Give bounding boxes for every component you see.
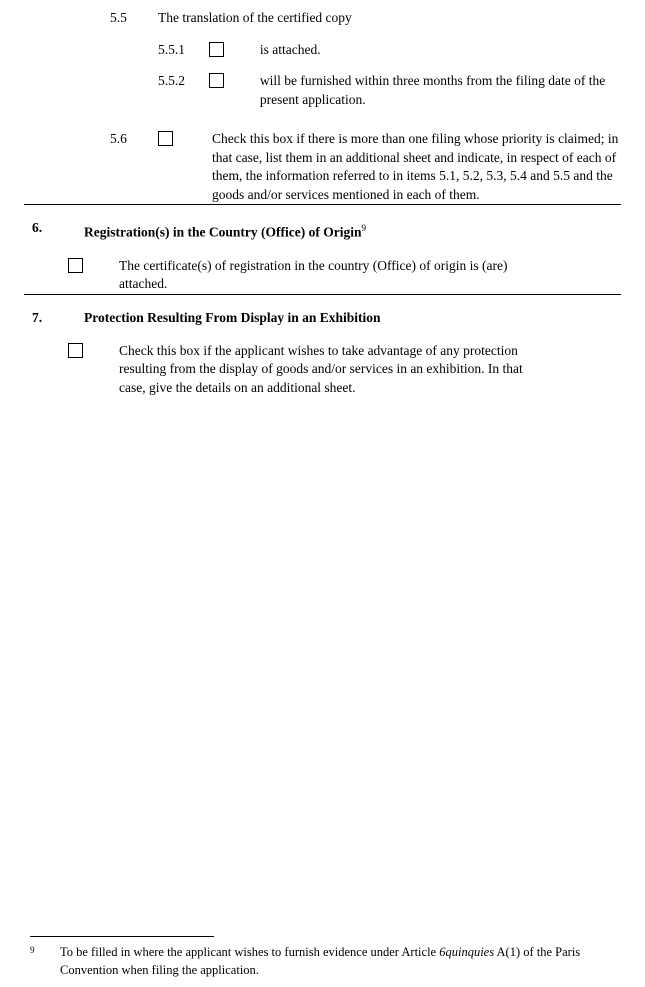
item-5-6-text: Check this box if there is more than one filing whose priority is claimed; in that case, list them in an additional sheet and indicate, in respect of each of them, the information referred to in items 5.1, 5.2, 5.3, 5.4 and 5.5 and the goods and/or services mentioned in each of them. xyxy=(212,131,619,202)
footnote-area xyxy=(24,936,624,979)
footnote-rule xyxy=(30,936,214,937)
item-5-5-2 xyxy=(24,72,621,109)
section-6-heading xyxy=(24,219,621,242)
checkbox-5-5-2[interactable] xyxy=(209,73,224,88)
checkbox-section-7[interactable] xyxy=(68,343,83,358)
section-7-heading xyxy=(24,309,621,327)
footnote-text-after: A(1) of the Paris Convention when filing the application. xyxy=(60,945,581,977)
section-divider-1 xyxy=(24,204,621,205)
footnote-text-italic: 6quinquies xyxy=(439,945,495,959)
section-6-checkbox-text: The certificate(s) of registration in the country (Office) of origin is (are) attached. xyxy=(119,257,508,291)
document-page xyxy=(0,9,645,987)
section-7-checkbox-text: Check this box if the applicant wishes to take advantage of any protection resulting from the display of goods and/or services in an exhibition. In that case, give the details on an additional sheet. xyxy=(119,342,523,395)
item-5-5-number: 5.5 xyxy=(110,10,127,25)
section-divider-2 xyxy=(24,294,621,295)
section-6-title: Registration(s) in the Country (Office) of Origin xyxy=(84,224,362,240)
checkbox-section-6[interactable] xyxy=(68,258,83,273)
section-7-title: Protection Resulting From Display in an Exhibition xyxy=(84,309,381,325)
footnote-9 xyxy=(24,943,624,979)
section-6-number: 6. xyxy=(32,220,43,235)
item-5-6-number: 5.6 xyxy=(110,131,127,146)
item-5-5-1 xyxy=(24,41,621,60)
item-5-5 xyxy=(24,9,621,28)
footnote-text-before: To be filled in where the applicant wishes to furnish evidence under Article xyxy=(60,945,440,959)
item-5-6 xyxy=(24,130,621,204)
item-5-5-2-number: 5.5.2 xyxy=(158,73,185,88)
item-5-5-1-text: is attached. xyxy=(259,41,321,57)
footnote-number: 9 xyxy=(30,945,35,955)
section-6-title-wrap xyxy=(84,219,366,242)
item-5-5-text: The translation of the certified copy xyxy=(158,10,352,25)
item-5-5-2-text: will be furnished within three months from the filing date of the present application. xyxy=(259,73,606,107)
checkbox-5-5-1[interactable] xyxy=(209,42,224,57)
checkbox-5-6[interactable] xyxy=(158,131,173,146)
item-5-5-1-number: 5.5.1 xyxy=(158,41,185,57)
section-7-number: 7. xyxy=(32,309,43,325)
footnote-text xyxy=(60,943,600,979)
section-6-footnote-marker: 9 xyxy=(361,223,366,233)
section-7-check-row xyxy=(24,342,621,398)
section-6-check-row xyxy=(24,257,621,294)
